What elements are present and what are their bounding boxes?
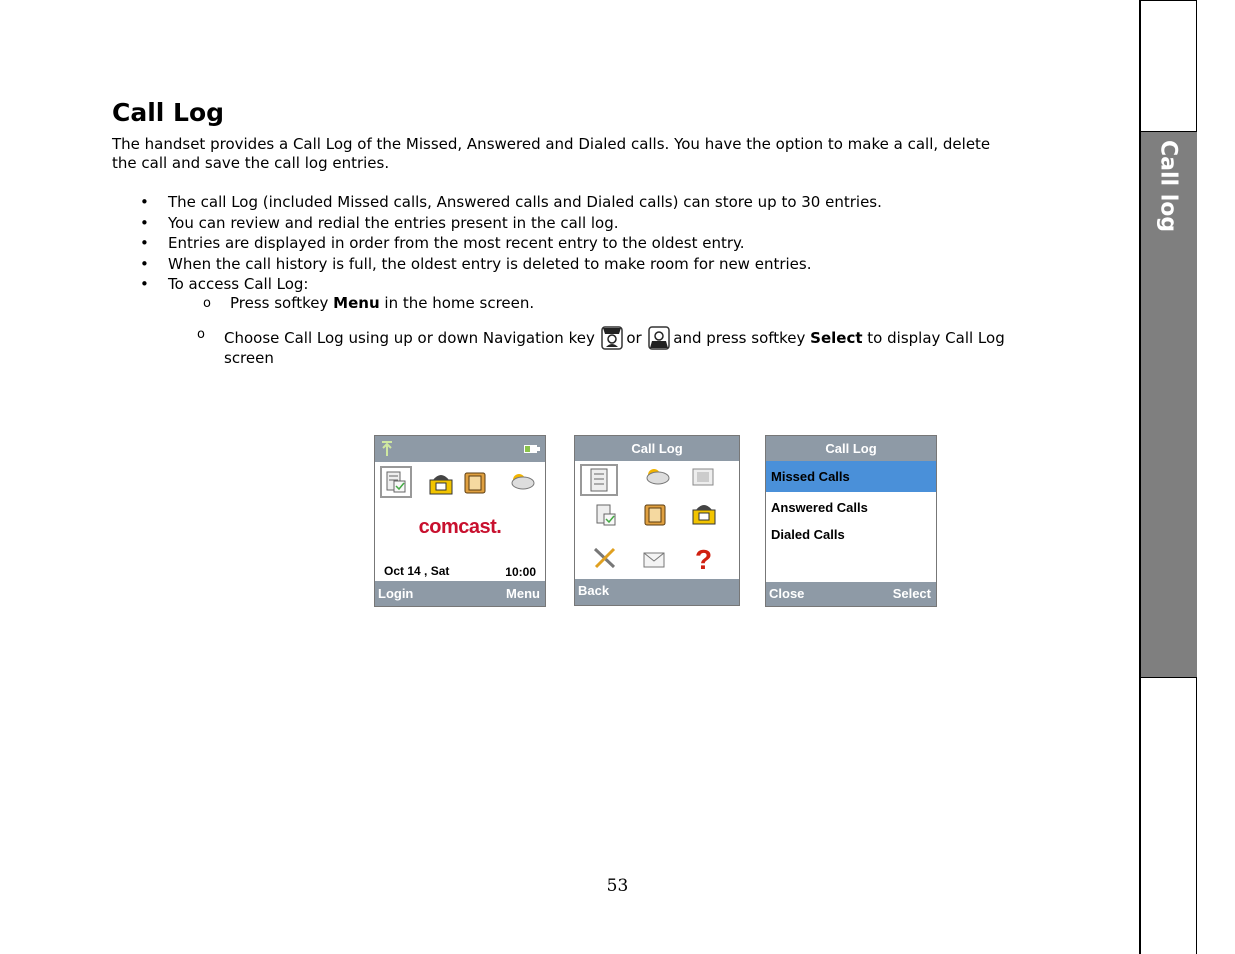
step-text: Press softkey bbox=[230, 294, 334, 312]
softkey-name: Menu bbox=[333, 294, 380, 312]
weather-icon[interactable] bbox=[644, 467, 670, 485]
help-icon[interactable]: ? bbox=[695, 544, 713, 575]
settings-display-icon[interactable] bbox=[692, 468, 714, 486]
step-text: or bbox=[621, 329, 647, 347]
title-bar bbox=[766, 436, 936, 461]
step-choose-call-log bbox=[197, 325, 1034, 368]
home-date: Oct 14 , Sat bbox=[384, 564, 450, 578]
side-tab-label: Call log bbox=[1155, 140, 1181, 233]
list-item: • Entries are displayed in order from the most recent entry to the oldest entry. bbox=[140, 233, 882, 254]
battery-icon bbox=[524, 444, 540, 454]
list-item: • You can review and redial the entries present in the call log. bbox=[140, 213, 882, 234]
home-screen bbox=[374, 435, 546, 607]
softkey-menu[interactable]: Menu bbox=[506, 586, 540, 601]
call-log-icon bbox=[386, 471, 406, 493]
side-strip-top bbox=[1139, 0, 1197, 132]
step-text: to display Call Log screen bbox=[224, 329, 1005, 367]
intro-paragraph: The handset provides a Call Log of the Missed, Answered and Dialed calls. You have the option to make a call, delete the call and save the call log entries. bbox=[112, 135, 991, 172]
home-time: 10:00 bbox=[505, 565, 536, 579]
title-bar bbox=[575, 436, 739, 461]
softkey-bar bbox=[375, 581, 545, 606]
step-press-menu bbox=[203, 294, 535, 313]
list-item: • When the call history is full, the oldest entry is deleted to make room for new entries. bbox=[140, 254, 882, 275]
intercom-icon[interactable] bbox=[691, 501, 717, 525]
phonebook-icon bbox=[463, 472, 487, 494]
call-log-screen bbox=[765, 435, 937, 607]
list-item: • The call Log (included Missed calls, Answered calls and Dialed calls) can store up to 30 entries. bbox=[140, 192, 882, 213]
nav-up-key-icon bbox=[600, 325, 622, 349]
softkey-login[interactable]: Login bbox=[378, 586, 414, 601]
list-item: • To access Call Log: bbox=[140, 274, 882, 295]
weather-icon bbox=[509, 472, 535, 490]
mail-icon[interactable] bbox=[643, 552, 665, 568]
sub-bullet-marker: o bbox=[203, 296, 211, 311]
page-number: 53 bbox=[606, 876, 629, 896]
messages-icon[interactable] bbox=[596, 504, 616, 526]
tools-icon[interactable] bbox=[592, 546, 618, 570]
comcast-logo bbox=[375, 516, 545, 539]
softkey-name: Select bbox=[810, 329, 863, 347]
menu-title: Call Log bbox=[631, 441, 683, 456]
softkey-bar bbox=[575, 579, 739, 605]
menu-screen bbox=[574, 435, 740, 606]
status-bar bbox=[375, 436, 545, 462]
call-log-icon[interactable] bbox=[590, 468, 608, 492]
step-text: in the home screen. bbox=[379, 294, 535, 312]
softkey-select[interactable]: Select bbox=[892, 586, 931, 601]
sub-bullet-marker: o bbox=[197, 327, 205, 342]
page-title: Call Log bbox=[112, 98, 225, 127]
softkey-bar bbox=[766, 582, 936, 606]
comcast-logo-text: comcast. bbox=[418, 516, 502, 538]
menu-item-missed-calls[interactable]: Missed Calls bbox=[771, 469, 850, 484]
phonebook-icon[interactable] bbox=[643, 504, 667, 526]
menu-item-answered-calls[interactable]: Answered Calls bbox=[771, 500, 868, 515]
bullet-list bbox=[140, 192, 882, 295]
call-log-title: Call Log bbox=[825, 441, 877, 456]
menu-item-dialed-calls[interactable]: Dialed Calls bbox=[771, 527, 845, 542]
step-text: and press softkey bbox=[673, 329, 811, 347]
signal-icon bbox=[379, 440, 395, 457]
step-text: Choose Call Log using up or down Navigation key bbox=[224, 329, 600, 347]
softkey-back[interactable]: Back bbox=[578, 583, 610, 598]
intercom-icon bbox=[428, 471, 454, 495]
nav-down-key-icon bbox=[647, 325, 669, 349]
softkey-close[interactable]: Close bbox=[769, 586, 805, 601]
